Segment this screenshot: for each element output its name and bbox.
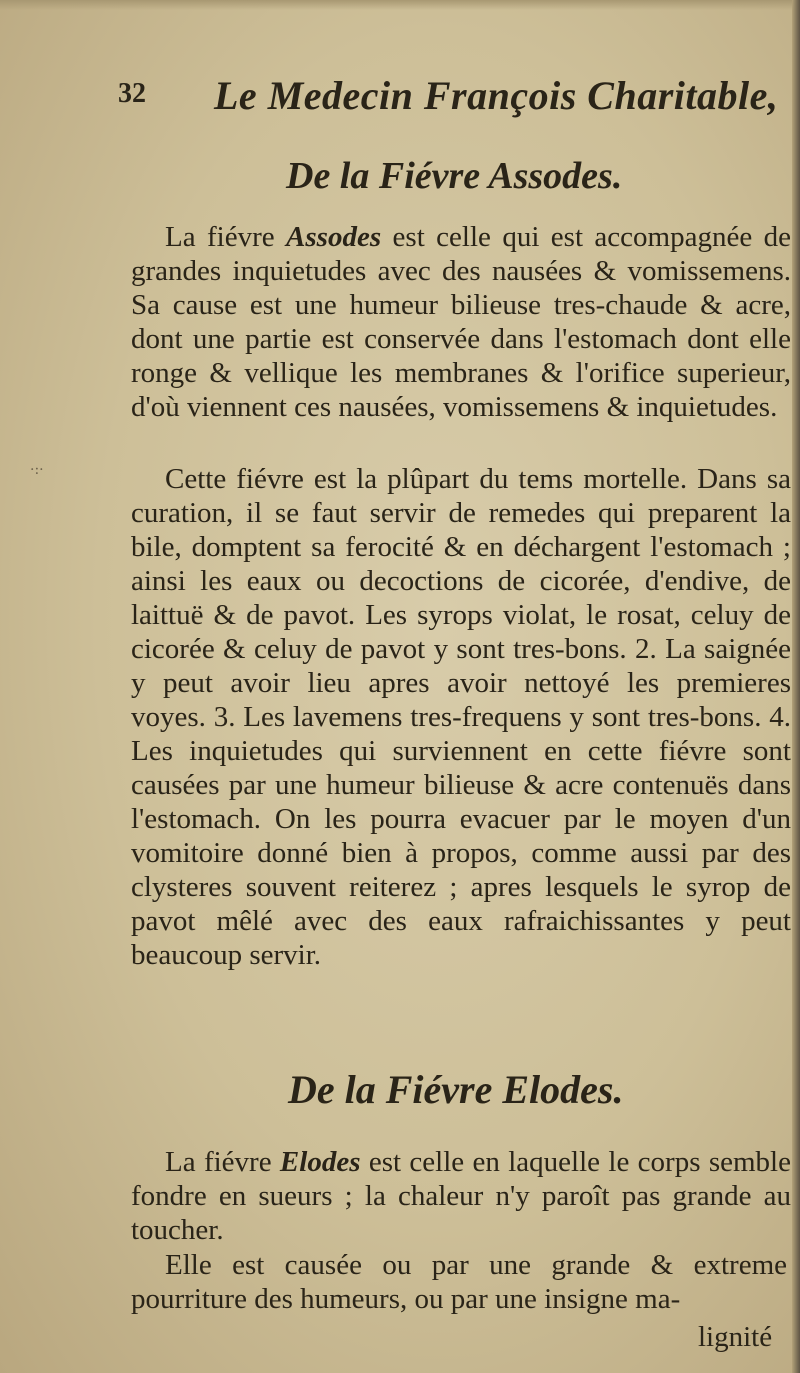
page-right-edge <box>792 0 800 1373</box>
paragraph-lead: La fiévre <box>165 221 287 253</box>
paragraph-elodes-definition <box>131 1145 791 1247</box>
page-top-shadow <box>0 0 800 10</box>
paragraph-text: est celle qui est accompagnée de grandes inquietudes avec des nausées & vomissemens. Sa cause est une humeur bilieuse tres-chaude & acre, dont une partie est conservée dans l'estomach dont elle ronge & vellique les membranes & l'orifice superieur, d'où viennent ces nausées, vomissemens & inquietudes. <box>131 221 792 423</box>
paragraph-lead: La fiévre <box>165 1146 280 1178</box>
paragraph-assodes-treatment: Cette fiévre est la plûpart du tems mortelle. Dans sa curation, il se faut servir de remedes qui preparent la bile, domptent sa ferocité & en déchargent l'estomach ; ainsi les eaux ou decoctions de cicorée, d'endive, de laittuë & de pavot. Les syrops violat, le rosat, celuy de cicorée & celuy de pavot y sont tres-bons. 2. La saignée y peut avoir lieu apres avoir nettoyé les premieres voyes. 3. Les lavemens tres-frequens y sont tres-bons. 4. Les inquietudes qui surviennent en cette fiévre sont causées par une humeur bilieuse & acre contenuës dans l'estomach. On les pourra evacuer par le moyen d'un vomitoire donné bien à propos, comme aussi par des clysteres souvent reiterez ; apres lesquels le syrop de pavot mêlé avec des eaux rafraichissantes y peut beaucoup servir. <box>131 463 791 971</box>
paragraph-elodes-cause: Elle est causée ou par une grande & extreme pourriture des humeurs, ou par une insigne ma- <box>131 1249 787 1315</box>
catchword: lignité <box>698 1321 773 1353</box>
margin-mark: ·:· <box>30 462 44 478</box>
fever-term: Elodes <box>279 1146 361 1178</box>
running-title: Le Medecin François Charitable, <box>214 73 779 118</box>
page-header <box>118 72 779 122</box>
fever-term: Assodes <box>286 221 382 253</box>
section-heading-assodes: De la Fiévre Assodes. <box>286 155 623 197</box>
paragraph-assodes-definition <box>131 220 791 424</box>
paragraph-text: est celle en laquelle le corps semble fondre en sueurs ; la chaleur n'y paroît pas grande au toucher. <box>131 1146 791 1246</box>
section-heading-elodes: De la Fiévre Elodes. <box>288 1067 624 1112</box>
page-number: 32 <box>118 78 146 109</box>
